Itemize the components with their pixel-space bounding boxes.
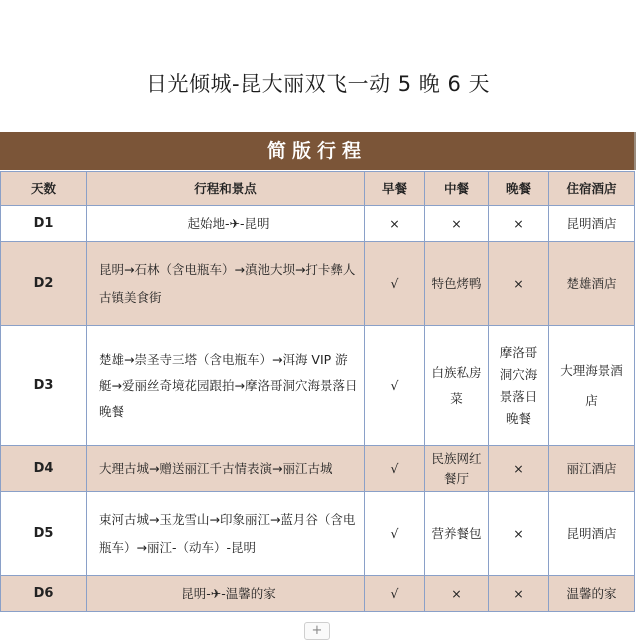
add-icon[interactable]: + xyxy=(304,622,330,640)
table-row xyxy=(1,242,635,326)
lunch-cell: 营养餐包 xyxy=(425,492,489,576)
table-row xyxy=(1,576,635,612)
header-day: 天数 xyxy=(1,172,87,206)
route-cell: 昆明→石林（含电瓶车）→滇池大坝→打卡彝人古镇美食街 xyxy=(87,242,365,326)
table-header-row xyxy=(1,172,635,206)
hotel-cell: 大理海景酒店 xyxy=(549,326,635,446)
itinerary-table xyxy=(0,171,635,612)
lunch-cell: × xyxy=(425,206,489,242)
table-row xyxy=(1,206,635,242)
table-row xyxy=(1,446,635,492)
route-cell: 昆明-✈-温馨的家 xyxy=(87,576,365,612)
breakfast-cell: √ xyxy=(365,242,425,326)
day-cell: D4 xyxy=(1,446,87,492)
route-cell: 起始地-✈-昆明 xyxy=(87,206,365,242)
section-banner: 简版行程 xyxy=(0,132,636,170)
table-row xyxy=(1,492,635,576)
lunch-cell: 民族网红餐厅 xyxy=(425,446,489,492)
dinner-cell: × xyxy=(489,206,549,242)
route-cell: 楚雄→崇圣寺三塔（含电瓶车）→洱海 VIP 游艇→爱丽丝奇境花园跟拍→摩洛哥洞穴海景落日晚餐 xyxy=(87,326,365,446)
dinner-cell: × xyxy=(489,492,549,576)
document-title: 日光倾城-昆大丽双飞一动 5 晚 6 天 xyxy=(146,72,490,96)
lunch-cell: 白族私房菜 xyxy=(425,326,489,446)
route-cell: 束河古城→玉龙雪山→印象丽江→蓝月谷（含电瓶车）→丽江-（动车）-昆明 xyxy=(87,492,365,576)
day-cell: D5 xyxy=(1,492,87,576)
day-cell: D3 xyxy=(1,326,87,446)
breakfast-cell: √ xyxy=(365,446,425,492)
day-cell: D2 xyxy=(1,242,87,326)
dinner-cell: × xyxy=(489,576,549,612)
lunch-cell: 特色烤鸭 xyxy=(425,242,489,326)
day-cell: D6 xyxy=(1,576,87,612)
dinner-cell: × xyxy=(489,242,549,326)
lunch-cell: × xyxy=(425,576,489,612)
breakfast-cell: × xyxy=(365,206,425,242)
day-cell: D1 xyxy=(1,206,87,242)
header-route: 行程和景点 xyxy=(87,172,365,206)
header-hotel: 住宿酒店 xyxy=(549,172,635,206)
header-lunch: 中餐 xyxy=(425,172,489,206)
route-cell: 大理古城→赠送丽江千古情表演→丽江古城 xyxy=(87,446,365,492)
dinner-cell: × xyxy=(489,446,549,492)
hotel-cell: 温馨的家 xyxy=(549,576,635,612)
hotel-cell: 昆明酒店 xyxy=(549,206,635,242)
breakfast-cell: √ xyxy=(365,326,425,446)
breakfast-cell: √ xyxy=(365,576,425,612)
hotel-cell: 楚雄酒店 xyxy=(549,242,635,326)
table-row xyxy=(1,326,635,446)
hotel-cell: 昆明酒店 xyxy=(549,492,635,576)
dinner-cell: 摩洛哥洞穴海景落日晚餐 xyxy=(489,326,549,446)
header-breakfast: 早餐 xyxy=(365,172,425,206)
hotel-cell: 丽江酒店 xyxy=(549,446,635,492)
header-dinner: 晚餐 xyxy=(489,172,549,206)
breakfast-cell: √ xyxy=(365,492,425,576)
